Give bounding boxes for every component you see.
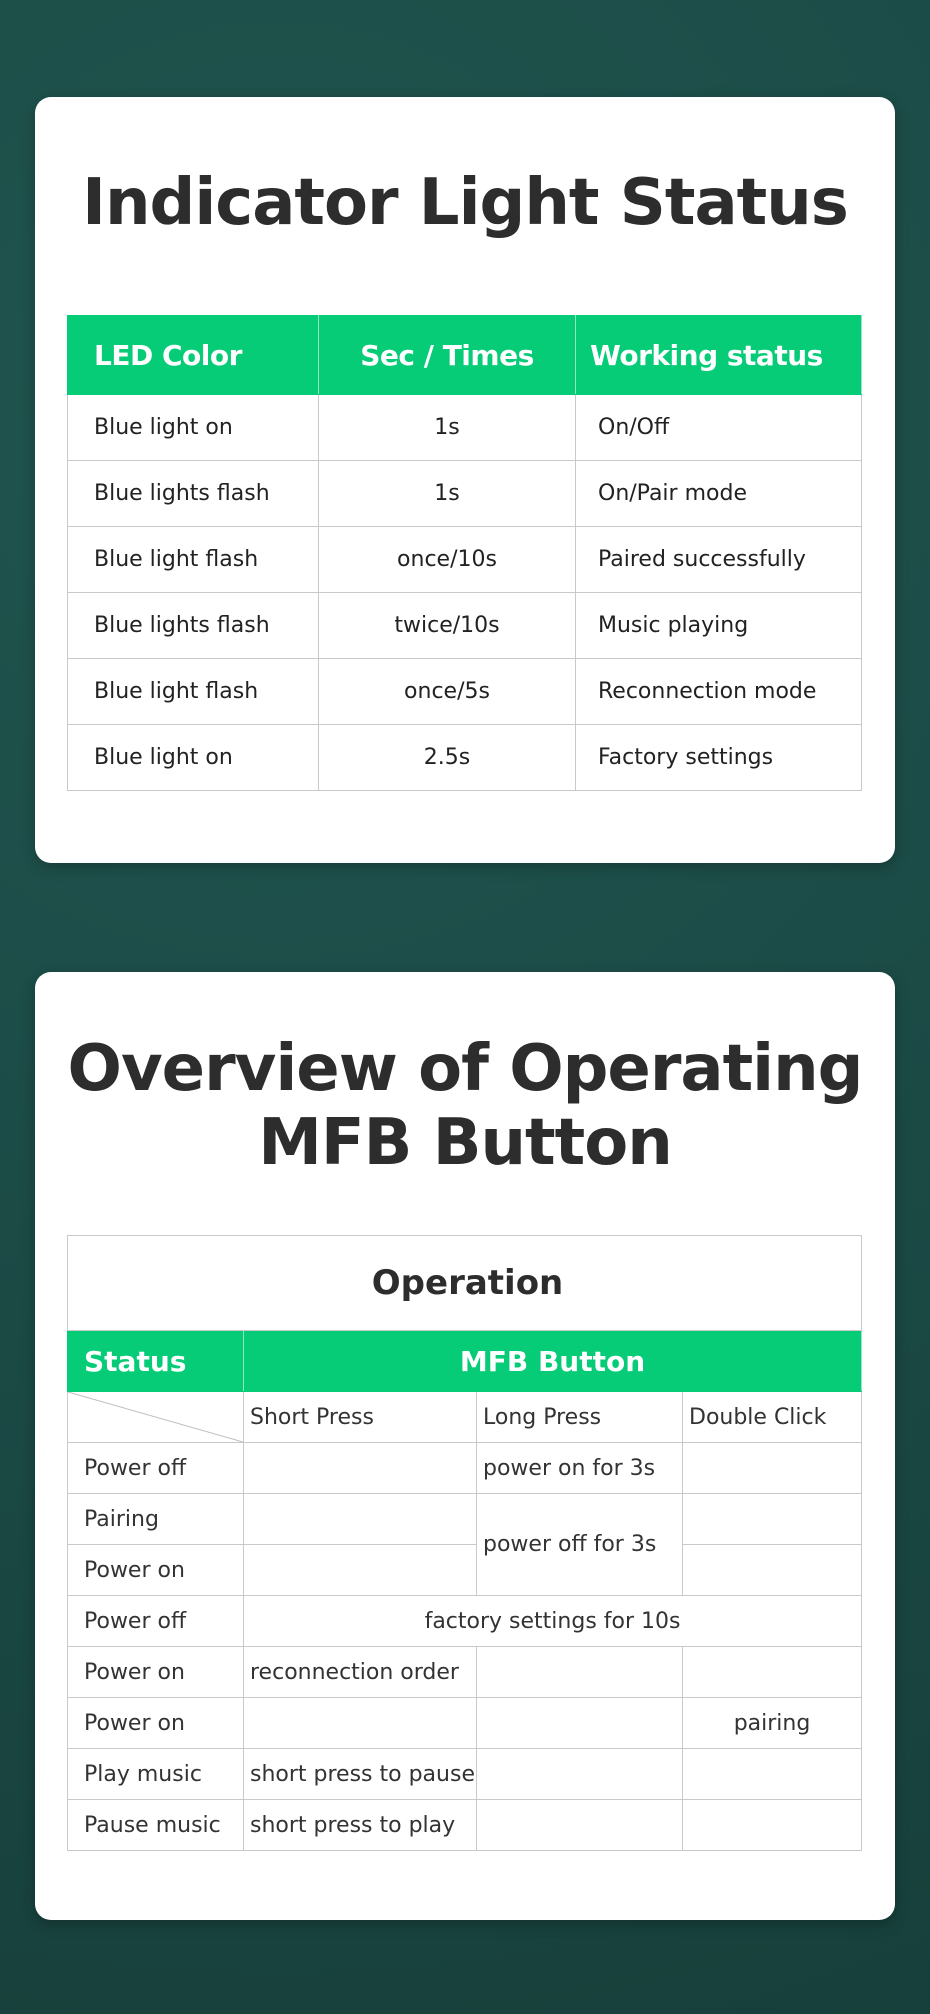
- short-press-cell: reconnection order: [244, 1647, 477, 1698]
- indicator-card: [35, 97, 895, 863]
- header-working-status: Working status: [576, 316, 862, 395]
- sec-times-cell: 1s: [319, 395, 576, 461]
- short-press-cell: short press to pause: [244, 1749, 477, 1800]
- led-color-cell: Blue light on: [68, 725, 319, 791]
- operation-title: [35, 1032, 895, 1180]
- status-cell: Power off: [68, 1596, 244, 1647]
- status-cell: Power off: [68, 1443, 244, 1494]
- table-row: [68, 395, 862, 461]
- operation-table-title: Operation: [68, 1236, 862, 1331]
- table-row: [68, 1596, 862, 1647]
- header-sec-times: Sec / Times: [319, 316, 576, 395]
- status-cell: Pause music: [68, 1800, 244, 1851]
- sub-header-row: [68, 1392, 862, 1443]
- indicator-table: [67, 315, 862, 791]
- led-color-cell: Blue light flash: [68, 527, 319, 593]
- sec-times-cell: twice/10s: [319, 593, 576, 659]
- status-cell: Power on: [68, 1647, 244, 1698]
- table-row: [68, 593, 862, 659]
- working-status-cell: Factory settings: [576, 725, 862, 791]
- double-click-cell: [683, 1443, 862, 1494]
- status-header: Status: [68, 1331, 244, 1392]
- status-cell: Power on: [68, 1698, 244, 1749]
- diagonal-corner-cell: [68, 1392, 244, 1443]
- operation-table: [67, 1235, 862, 1851]
- double-click-cell: [683, 1647, 862, 1698]
- double-click-cell: [683, 1749, 862, 1800]
- working-status-cell: Music playing: [576, 593, 862, 659]
- working-status-cell: Paired successfully: [576, 527, 862, 593]
- table-row: [68, 1647, 862, 1698]
- operation-card: [35, 972, 895, 1920]
- long-press-cell: power off for 3s: [477, 1494, 683, 1596]
- short-press-header: Short Press: [244, 1392, 477, 1443]
- status-cell: Pairing: [68, 1494, 244, 1545]
- table-row: [68, 461, 862, 527]
- sec-times-cell: 2.5s: [319, 725, 576, 791]
- mfb-button-header: MFB Button: [244, 1331, 862, 1392]
- merged-action-cell: factory settings for 10s: [244, 1596, 862, 1647]
- led-color-cell: Blue lights flash: [68, 593, 319, 659]
- long-press-cell: power on for 3s: [477, 1443, 683, 1494]
- long-press-cell: [477, 1647, 683, 1698]
- table-row: [68, 1494, 862, 1545]
- long-press-cell: [477, 1749, 683, 1800]
- sec-times-cell: once/10s: [319, 527, 576, 593]
- header-led-color: LED Color: [68, 316, 319, 395]
- operation-title-line2: MFB Button: [258, 1106, 672, 1180]
- indicator-title: Indicator Light Status: [82, 166, 848, 240]
- double-click-cell: [683, 1494, 862, 1545]
- status-cell: Play music: [68, 1749, 244, 1800]
- double-click-cell: [683, 1800, 862, 1851]
- table-row: [68, 1545, 862, 1596]
- double-click-header: Double Click: [683, 1392, 862, 1443]
- table-row: [68, 1443, 862, 1494]
- led-color-cell: Blue lights flash: [68, 461, 319, 527]
- short-press-cell: [244, 1545, 477, 1596]
- short-press-cell: [244, 1698, 477, 1749]
- operation-title-line1: Overview of Operating: [67, 1032, 863, 1106]
- long-press-cell: [477, 1800, 683, 1851]
- double-click-cell: [683, 1545, 862, 1596]
- working-status-cell: On/Off: [576, 395, 862, 461]
- long-press-cell: [477, 1698, 683, 1749]
- table-row: [68, 1800, 862, 1851]
- table-row: [68, 659, 862, 725]
- table-row: [68, 527, 862, 593]
- short-press-cell: [244, 1443, 477, 1494]
- table-row: [68, 1749, 862, 1800]
- sec-times-cell: 1s: [319, 461, 576, 527]
- short-press-cell: [244, 1494, 477, 1545]
- working-status-cell: Reconnection mode: [576, 659, 862, 725]
- table-row: [68, 725, 862, 791]
- working-status-cell: On/Pair mode: [576, 461, 862, 527]
- led-color-cell: Blue light flash: [68, 659, 319, 725]
- status-cell: Power on: [68, 1545, 244, 1596]
- diagonal-line: [68, 1392, 243, 1442]
- led-color-cell: Blue light on: [68, 395, 319, 461]
- long-press-header: Long Press: [477, 1392, 683, 1443]
- sec-times-cell: once/5s: [319, 659, 576, 725]
- double-click-cell: pairing: [683, 1698, 862, 1749]
- indicator-header-row: [68, 316, 862, 395]
- short-press-cell: short press to play: [244, 1800, 477, 1851]
- table-row: [68, 1698, 862, 1749]
